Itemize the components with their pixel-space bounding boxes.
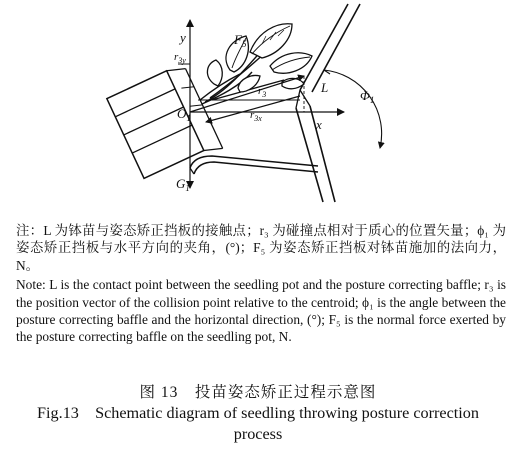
- figure-notes: [16, 222, 506, 346]
- phi1-label: $\Phi_1$: [360, 88, 375, 105]
- f5-label: $F_5$: [234, 32, 247, 49]
- x-axis-label: x: [316, 117, 322, 132]
- posture-correcting-baffle: [296, 4, 360, 202]
- seedling-plant: [200, 24, 312, 104]
- figure-caption-chinese: 图 13 投苗姿态矫正过程示意图: [139, 384, 377, 401]
- g1-label: $G_1$: [176, 176, 190, 193]
- note-chinese: 注：L 为钵苗与姿态矫正挡板的接触点；r₃ 为碰撞点相对于质心的位置矢量；ϕ₁ 为姿态矫正挡板与水平方向的夹角，(°)；F₅ 为姿态矫正挡板对钵苗施加的法向力，N。: [16, 223, 506, 273]
- y-axis-label: y: [180, 30, 186, 45]
- note-english: Note: L is the contact point between the seedling pot and the posture correcting baffle; r₃ is the position vector of the collision point relative to the centroid; ϕ₁ is the angle between the posture correcting baffle and the horizontal direction, (°); F₅ is the normal force exerted by the posture correcting baffle on the seedling pot, N.: [16, 277, 506, 345]
- phi1-angle-arc: [324, 70, 382, 148]
- guide-chute: [190, 156, 318, 174]
- schematic-figure: [0, 0, 516, 210]
- r3x-label: $r_{3x}$: [250, 109, 262, 123]
- r3y-label: $r_{3y}$: [174, 51, 186, 65]
- l-label: L: [321, 80, 329, 95]
- r3-label: $r_3$: [258, 85, 267, 99]
- seedling-pot: [107, 63, 223, 184]
- schematic-svg: [0, 0, 516, 210]
- o1-label: $O_1$: [177, 106, 191, 123]
- figure-caption-english: Fig.13 Schematic diagram of seedling throwing posture correction process: [37, 404, 479, 443]
